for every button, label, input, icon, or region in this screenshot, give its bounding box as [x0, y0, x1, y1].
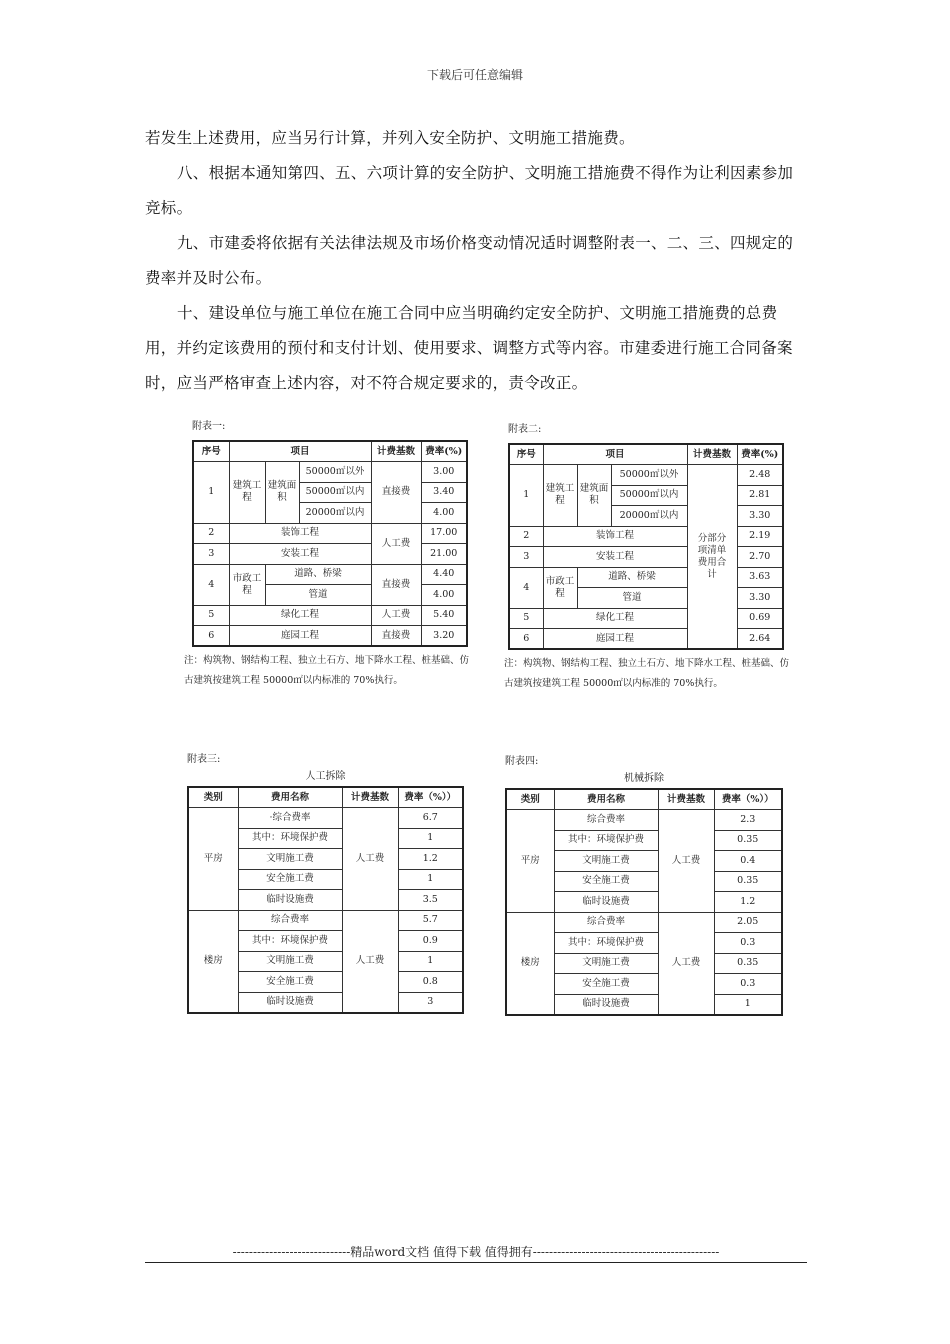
rate-cell: 0.9	[398, 931, 463, 952]
base-cell: 人工费	[371, 605, 421, 626]
base-cell: 直接费	[371, 626, 421, 647]
category-cell: 楼房	[188, 910, 238, 1013]
header-cell: 费用名称	[554, 789, 658, 810]
body-text	[145, 121, 805, 401]
page-footer: -----------------------------精品word文档 值得下载 值得拥有----------------------------------------------	[232, 1245, 720, 1259]
paragraph-10: 十、建设单位与施工单位在施工合同中应当明确约定安全防护、文明施工措施费的总费用，并约定该费用的预付和支付计划、使用要求、调整方式等内容。市建委进行施工合同备案时，应当严格审查上述内容，对不符合规定要求的，责令改正。	[145, 304, 793, 392]
rate-cell: 0.8	[398, 972, 463, 993]
fee-name-cell: 临时设施费	[238, 890, 342, 911]
rate-cell: 3.30	[737, 506, 783, 527]
category-cell: 建筑工程	[229, 462, 265, 524]
row-number: 4	[193, 564, 229, 605]
rate-cell: 6.7	[398, 808, 463, 829]
rate-cell: 17.00	[421, 523, 467, 544]
subcategory-cell: 建筑面积	[577, 465, 611, 527]
fee-name-cell: 文明施工费	[238, 849, 342, 870]
header-cell: 项目	[543, 444, 687, 465]
rate-cell: 3.20	[421, 626, 467, 647]
rate-cell: 1	[398, 828, 463, 849]
row-number: 3	[193, 544, 229, 565]
appendix-table-4	[505, 752, 783, 1016]
fee-name-cell: 其中：环境保护费	[554, 830, 658, 851]
item-cell: 道路、桥梁	[265, 564, 371, 585]
fee-name-cell: 其中：环境保护费	[238, 828, 342, 849]
subcategory-cell: 建筑面积	[265, 462, 299, 524]
fee-name-cell: 文明施工费	[554, 953, 658, 974]
row-number: 2	[509, 526, 543, 547]
table-caption: 附表四:	[505, 756, 539, 767]
appendix-table-3	[187, 750, 464, 1014]
category-cell: 楼房	[506, 912, 554, 1015]
category-cell: 市政工程	[543, 567, 577, 608]
fee-name-cell: 其中：环境保护费	[554, 933, 658, 954]
fee-rate-table	[508, 443, 784, 650]
rate-cell: 0.35	[714, 830, 782, 851]
base-cell: 人工费	[658, 810, 714, 913]
item-cell: 装饰工程	[229, 523, 371, 544]
fee-name-cell: 安全施工费	[238, 972, 342, 993]
rate-cell: 2.64	[737, 629, 783, 650]
base-cell: 直接费	[371, 462, 421, 524]
rate-cell: 1	[398, 951, 463, 972]
table-caption: 附表三:	[187, 754, 221, 765]
rate-cell: 2.48	[737, 465, 783, 486]
paragraph-continuation: 若发生上述费用，应当另行计算，并列入安全防护、文明施工措施费。	[145, 129, 635, 147]
base-cell: 人工费	[342, 910, 398, 1013]
item-cell: 管道	[577, 588, 687, 609]
header-cell: 计费基数	[342, 787, 398, 808]
rate-cell: 2.05	[714, 912, 782, 933]
appendix-table-2	[504, 420, 794, 694]
rate-cell: 0.35	[714, 871, 782, 892]
rate-cell: 3.00	[421, 462, 467, 483]
rate-cell: 1.2	[714, 892, 782, 913]
row-number: 5	[193, 605, 229, 626]
item-cell: 50000㎡以内	[299, 482, 371, 503]
table-subtitle: 机械拆除	[624, 773, 664, 784]
rate-cell: 0.69	[737, 608, 783, 629]
footer-divider	[145, 1262, 807, 1263]
rate-cell: 2.70	[737, 547, 783, 568]
header-cell: 类别	[506, 789, 554, 810]
base-cell: 人工费	[342, 808, 398, 911]
fee-name-cell: 安全施工费	[554, 871, 658, 892]
demolition-fee-table	[187, 786, 464, 1014]
item-cell: 安装工程	[229, 544, 371, 565]
fee-name-cell: 安全施工费	[554, 974, 658, 995]
rate-cell: 2.19	[737, 526, 783, 547]
fee-name-cell: 临时设施费	[238, 992, 342, 1013]
item-cell: 50000㎡以外	[299, 462, 371, 483]
header-cell: 费率(%)	[421, 441, 467, 462]
rate-cell: 3.40	[421, 482, 467, 503]
row-number: 6	[509, 629, 543, 650]
fee-name-cell: ·综合费率	[238, 808, 342, 829]
header-cell: 类别	[188, 787, 238, 808]
rate-cell: 2.3	[714, 810, 782, 831]
header-cell: 计费基数	[658, 789, 714, 810]
table-caption: 附表二:	[508, 424, 542, 435]
table-note: 注：构筑物、钢结构工程、独立土石方、地下降水工程、桩基础、仿古建筑按建筑工程 50000㎡以内标准的 70%执行。	[504, 658, 790, 689]
item-cell: 管道	[265, 585, 371, 606]
header-cell: 费率（%））	[714, 789, 782, 810]
rate-cell: 3.63	[737, 567, 783, 588]
base-cell: 人工费	[371, 523, 421, 564]
rate-cell: 3.5	[398, 890, 463, 911]
table-caption: 附表一:	[192, 421, 226, 432]
row-number: 3	[509, 547, 543, 568]
rate-cell: 21.00	[421, 544, 467, 565]
item-cell: 20000㎡以内	[611, 506, 687, 527]
header-cell: 费率（%））	[398, 787, 463, 808]
item-cell: 50000㎡以外	[611, 465, 687, 486]
row-number: 5	[509, 608, 543, 629]
rate-cell: 0.3	[714, 974, 782, 995]
item-cell: 道路、桥梁	[577, 567, 687, 588]
item-cell: 绿化工程	[543, 608, 687, 629]
fee-name-cell: 安全施工费	[238, 869, 342, 890]
header-cell: 计费基数	[371, 441, 421, 462]
row-number: 6	[193, 626, 229, 647]
header-cell: 计费基数	[687, 444, 737, 465]
row-number: 1	[193, 462, 229, 524]
row-number: 4	[509, 567, 543, 608]
item-cell: 绿化工程	[229, 605, 371, 626]
header-cell: 序号	[509, 444, 543, 465]
rate-cell: 4.00	[421, 503, 467, 524]
page-header: 下载后可任意编辑	[426, 68, 523, 82]
rate-cell: 2.81	[737, 485, 783, 506]
header-cell: 费用名称	[238, 787, 342, 808]
base-cell: 分部分项清单费用合计	[687, 465, 737, 650]
header-cell: 序号	[193, 441, 229, 462]
fee-name-cell: 综合费率	[554, 912, 658, 933]
category-cell: 市政工程	[229, 564, 265, 605]
category-cell: 平房	[188, 808, 238, 911]
fee-name-cell: 临时设施费	[554, 892, 658, 913]
rate-cell: 4.40	[421, 564, 467, 585]
rate-cell: 3.30	[737, 588, 783, 609]
rate-cell: 5.40	[421, 605, 467, 626]
rate-cell: 1	[398, 869, 463, 890]
table-subtitle: 人工拆除	[305, 771, 346, 782]
item-cell: 安装工程	[543, 547, 687, 568]
category-cell: 平房	[506, 810, 554, 913]
fee-name-cell: 综合费率	[554, 810, 658, 831]
header-cell: 项目	[229, 441, 371, 462]
item-cell: 装饰工程	[543, 526, 687, 547]
appendix-table-1	[184, 417, 474, 691]
header-cell: 费率(%)	[737, 444, 783, 465]
fee-name-cell: 临时设施费	[554, 994, 658, 1015]
item-cell: 庭园工程	[229, 626, 371, 647]
fee-rate-table	[192, 440, 468, 647]
row-number: 2	[193, 523, 229, 544]
item-cell: 20000㎡以内	[299, 503, 371, 524]
rate-cell: 5.7	[398, 910, 463, 931]
fee-name-cell: 其中：环境保护费	[238, 931, 342, 952]
item-cell: 50000㎡以内	[611, 485, 687, 506]
demolition-fee-table	[505, 788, 783, 1016]
item-cell: 庭园工程	[543, 629, 687, 650]
category-cell: 建筑工程	[543, 465, 577, 527]
rate-cell: 3	[398, 992, 463, 1013]
fee-name-cell: 文明施工费	[238, 951, 342, 972]
row-number: 1	[509, 465, 543, 527]
rate-cell: 1.2	[398, 849, 463, 870]
rate-cell: 0.4	[714, 851, 782, 872]
fee-name-cell: 文明施工费	[554, 851, 658, 872]
base-cell: 直接费	[371, 564, 421, 605]
base-cell: 人工费	[658, 912, 714, 1015]
table-note: 注：构筑物、钢结构工程、独立土石方、地下降水工程、桩基础、仿古建筑按建筑工程 50000㎡以内标准的 70%执行。	[184, 655, 470, 686]
paragraph-8: 八、根据本通知第四、五、六项计算的安全防护、文明施工措施费不得作为让利因素参加竞标。	[145, 164, 794, 217]
rate-cell: 1	[714, 994, 782, 1015]
rate-cell: 0.35	[714, 953, 782, 974]
rate-cell: 4.00	[421, 585, 467, 606]
paragraph-9: 九、市建委将依据有关法律法规及市场价格变动情况适时调整附表一、二、三、四规定的费率并及时公布。	[145, 234, 794, 287]
rate-cell: 0.3	[714, 933, 782, 954]
fee-name-cell: 综合费率	[238, 910, 342, 931]
